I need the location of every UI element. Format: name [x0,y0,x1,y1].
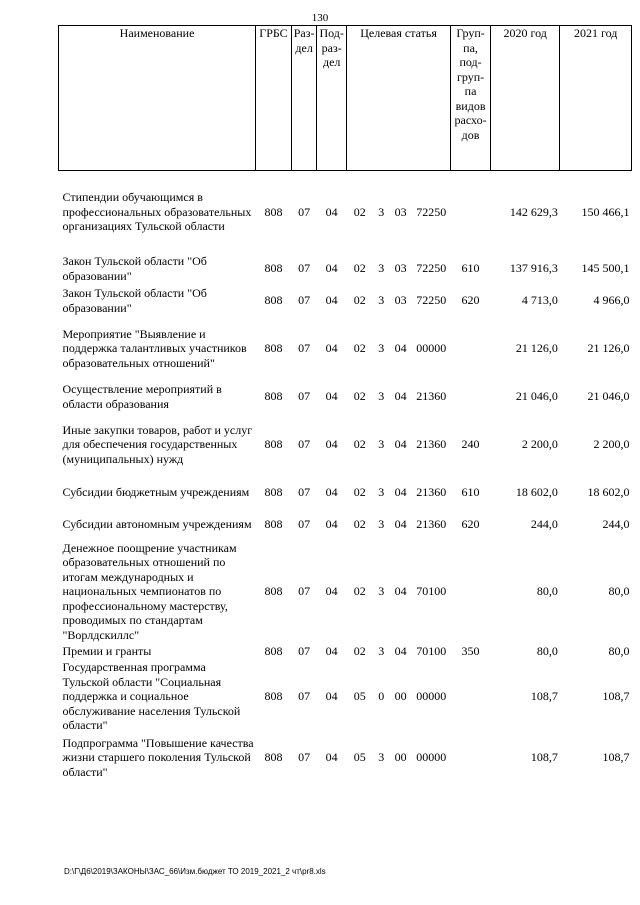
cell-t2: 3 [378,341,385,356]
cell-prz: 04 [325,341,338,356]
cell-t4: 72250 [416,204,447,219]
cell-t3: 03 [394,261,407,276]
cell-grp: 240 [461,437,480,452]
cell-t1: 05 [353,689,366,703]
cell-grp: 620 [461,517,480,532]
cell-grbs: 808 [264,584,283,598]
cell-y2020: 21 046,0 [515,389,558,404]
cell-t2: 3 [378,485,385,500]
cell-y2021: 108,7 [602,689,630,703]
file-path-footer: D:\Г\Д6\2019\ЗАКОНЫ\ЗАС_66\Изм.бюджет ТО 2019_2021_2 чт\pr8.xls [64,867,326,876]
cell-t3: 04 [394,341,407,356]
table-row [59,317,632,381]
table-row [59,413,632,477]
cell-y2021: 2 200,0 [593,437,630,452]
cell-t2: 3 [378,437,385,452]
cell-grbs: 808 [264,437,283,452]
cell-y2020: 108,7 [530,689,558,703]
cell-y2020: 142 629,3 [509,204,558,219]
table-row [59,381,632,413]
cell-y2020: 18 602,0 [515,485,558,500]
table-row [59,171,632,253]
cell-name: Закон Тульской области "Об образовании" [62,286,207,315]
cell-y2021: 21 126,0 [587,341,630,356]
cell-t4: 21360 [416,517,447,532]
cell-t3: 04 [394,517,407,532]
cell-rz: 07 [298,584,311,598]
cell-t1: 02 [353,584,366,598]
cell-grp: 610 [461,261,480,276]
cell-t1: 02 [353,485,366,500]
cell-name: Премии и гранты [62,643,152,658]
cell-rz: 07 [298,341,311,356]
header-razdel: Раз-дел [291,26,317,171]
cell-grp [451,541,491,643]
cell-y2021: 4 966,0 [593,293,630,308]
cell-t4: 72250 [416,261,447,276]
cell-prz: 04 [325,204,338,219]
cell-t3: 03 [394,293,407,308]
cell-t1: 02 [353,204,366,219]
cell-t2: 0 [378,689,385,703]
cell-prz: 04 [325,437,338,452]
cell-t2: 3 [378,293,385,308]
table-row [59,509,632,541]
cell-y2020: 21 126,0 [515,341,558,356]
cell-t1: 02 [353,341,366,356]
cell-t4: 70100 [416,643,447,658]
cell-t2: 3 [378,204,385,219]
cell-t1: 02 [353,261,366,276]
cell-grbs: 808 [264,689,283,703]
header-2020: 2020 год [490,26,559,171]
cell-y2021: 18 602,0 [587,485,630,500]
header-grbs: ГРБС [256,26,292,171]
cell-grp [451,317,491,381]
cell-grbs: 808 [264,643,283,658]
cell-name: Подпрограмма "Повышение качества жизни старшего поколения Тульской области" [62,735,254,779]
cell-grp [451,381,491,413]
cell-t1: 05 [353,750,366,765]
cell-t2: 3 [378,517,385,532]
cell-rz: 07 [298,437,311,452]
cell-t1: 02 [353,389,366,404]
cell-prz: 04 [325,485,338,500]
cell-name: Субсидии автономным учреждениям [62,517,252,532]
cell-rz: 07 [298,750,311,765]
cell-prz: 04 [325,750,338,765]
cell-name: Закон Тульской области "Об образовании" [62,254,207,283]
cell-y2020: 80,0 [536,584,558,598]
cell-prz: 04 [325,293,338,308]
cell-t3: 04 [394,437,407,452]
cell-grp: 350 [461,643,480,658]
cell-t2: 3 [378,261,385,276]
cell-y2021: 145 500,1 [581,261,630,276]
cell-t3: 04 [394,389,407,404]
cell-y2020: 80,0 [536,643,558,658]
table-row [59,660,632,733]
table-row [59,642,632,660]
cell-y2021: 80,0 [608,584,630,598]
table-row [59,285,632,317]
page-number: 130 [311,12,329,24]
cell-t4: 21360 [416,437,447,452]
cell-grbs: 808 [264,204,283,219]
cell-grp: 620 [461,293,480,308]
cell-t3: 00 [394,750,407,765]
cell-t3: 04 [394,485,407,500]
cell-prz: 04 [325,689,338,703]
cell-t4: 70100 [416,584,447,598]
table-row [59,477,632,509]
cell-grbs: 808 [264,750,283,765]
cell-t2: 3 [378,584,385,598]
cell-t4: 00000 [416,689,447,703]
cell-grp: 610 [461,485,480,500]
cell-grbs: 808 [264,341,283,356]
cell-grbs: 808 [264,517,283,532]
cell-t1: 02 [353,293,366,308]
table-row [59,733,632,783]
cell-name: Стипендии обучающимся в профессиональных образовательных организациях Тульской области [62,190,252,233]
cell-rz: 07 [298,689,311,703]
cell-grp [451,171,491,253]
cell-grp [451,660,491,733]
cell-rz: 07 [298,643,311,658]
header-group: Груп-па, под-груп-па видов расхо-дов [451,26,491,171]
cell-y2020: 4 713,0 [521,293,558,308]
cell-y2020: 244,0 [530,517,558,532]
cell-rz: 07 [298,517,311,532]
cell-grbs: 808 [264,293,283,308]
header-name: Наименование [59,26,256,171]
cell-y2020: 137 916,3 [509,261,558,276]
cell-grp [451,733,491,783]
cell-rz: 07 [298,485,311,500]
cell-name: Мероприятие "Выявление и поддержка талантливых участников образовательных отношений" [62,326,247,370]
header-2021: 2021 год [560,26,632,171]
cell-t3: 03 [394,204,407,219]
header-podrazdel: Под-раз-дел [317,26,347,171]
cell-y2021: 80,0 [608,643,630,658]
cell-t4: 00000 [416,750,447,765]
cell-prz: 04 [325,261,338,276]
cell-y2020: 2 200,0 [521,437,558,452]
cell-prz: 04 [325,643,338,658]
cell-y2021: 244,0 [602,517,630,532]
cell-y2021: 150 466,1 [581,204,630,219]
cell-t2: 3 [378,389,385,404]
cell-t4: 00000 [416,341,447,356]
cell-t4: 72250 [416,293,447,308]
cell-prz: 04 [325,584,338,598]
cell-grbs: 808 [264,389,283,404]
cell-name: Субсидии бюджетным учреждениям [62,485,250,500]
cell-t3: 00 [394,689,407,703]
cell-rz: 07 [298,293,311,308]
cell-rz: 07 [298,204,311,219]
cell-rz: 07 [298,261,311,276]
cell-name: Государственная программа Тульской области "Социальная поддержка и социальное обслуживание населения Тульской области" [62,660,241,732]
cell-t2: 3 [378,643,385,658]
budget-table [58,25,632,783]
cell-t1: 02 [353,517,366,532]
cell-y2020: 108,7 [530,750,558,765]
cell-prz: 04 [325,389,338,404]
cell-rz: 07 [298,389,311,404]
cell-grbs: 808 [264,485,283,500]
cell-t1: 02 [353,643,366,658]
cell-name: Денежное поощрение участникам образовательных отношений по итогам международных и национальных чемпионатов по профессиональному мастерству, проводимых по стандартам "Ворлдскиллс" [62,540,237,642]
table-header-row [59,26,632,171]
cell-name: Иные закупки товаров, работ и услуг для обеспечения государственных (муниципальных) нужд [62,422,253,466]
cell-t2: 3 [378,750,385,765]
cell-y2021: 21 046,0 [587,389,630,404]
cell-t3: 04 [394,643,407,658]
cell-name: Осуществление мероприятий в области образования [62,382,222,411]
cell-t1: 02 [353,437,366,452]
cell-prz: 04 [325,517,338,532]
cell-y2021: 108,7 [602,750,630,765]
cell-t4: 21360 [416,389,447,404]
cell-t4: 21360 [416,485,447,500]
header-target: Целевая статья [346,26,450,171]
cell-grbs: 808 [264,261,283,276]
table-row [59,253,632,285]
table-row [59,541,632,643]
cell-t3: 04 [394,584,407,598]
